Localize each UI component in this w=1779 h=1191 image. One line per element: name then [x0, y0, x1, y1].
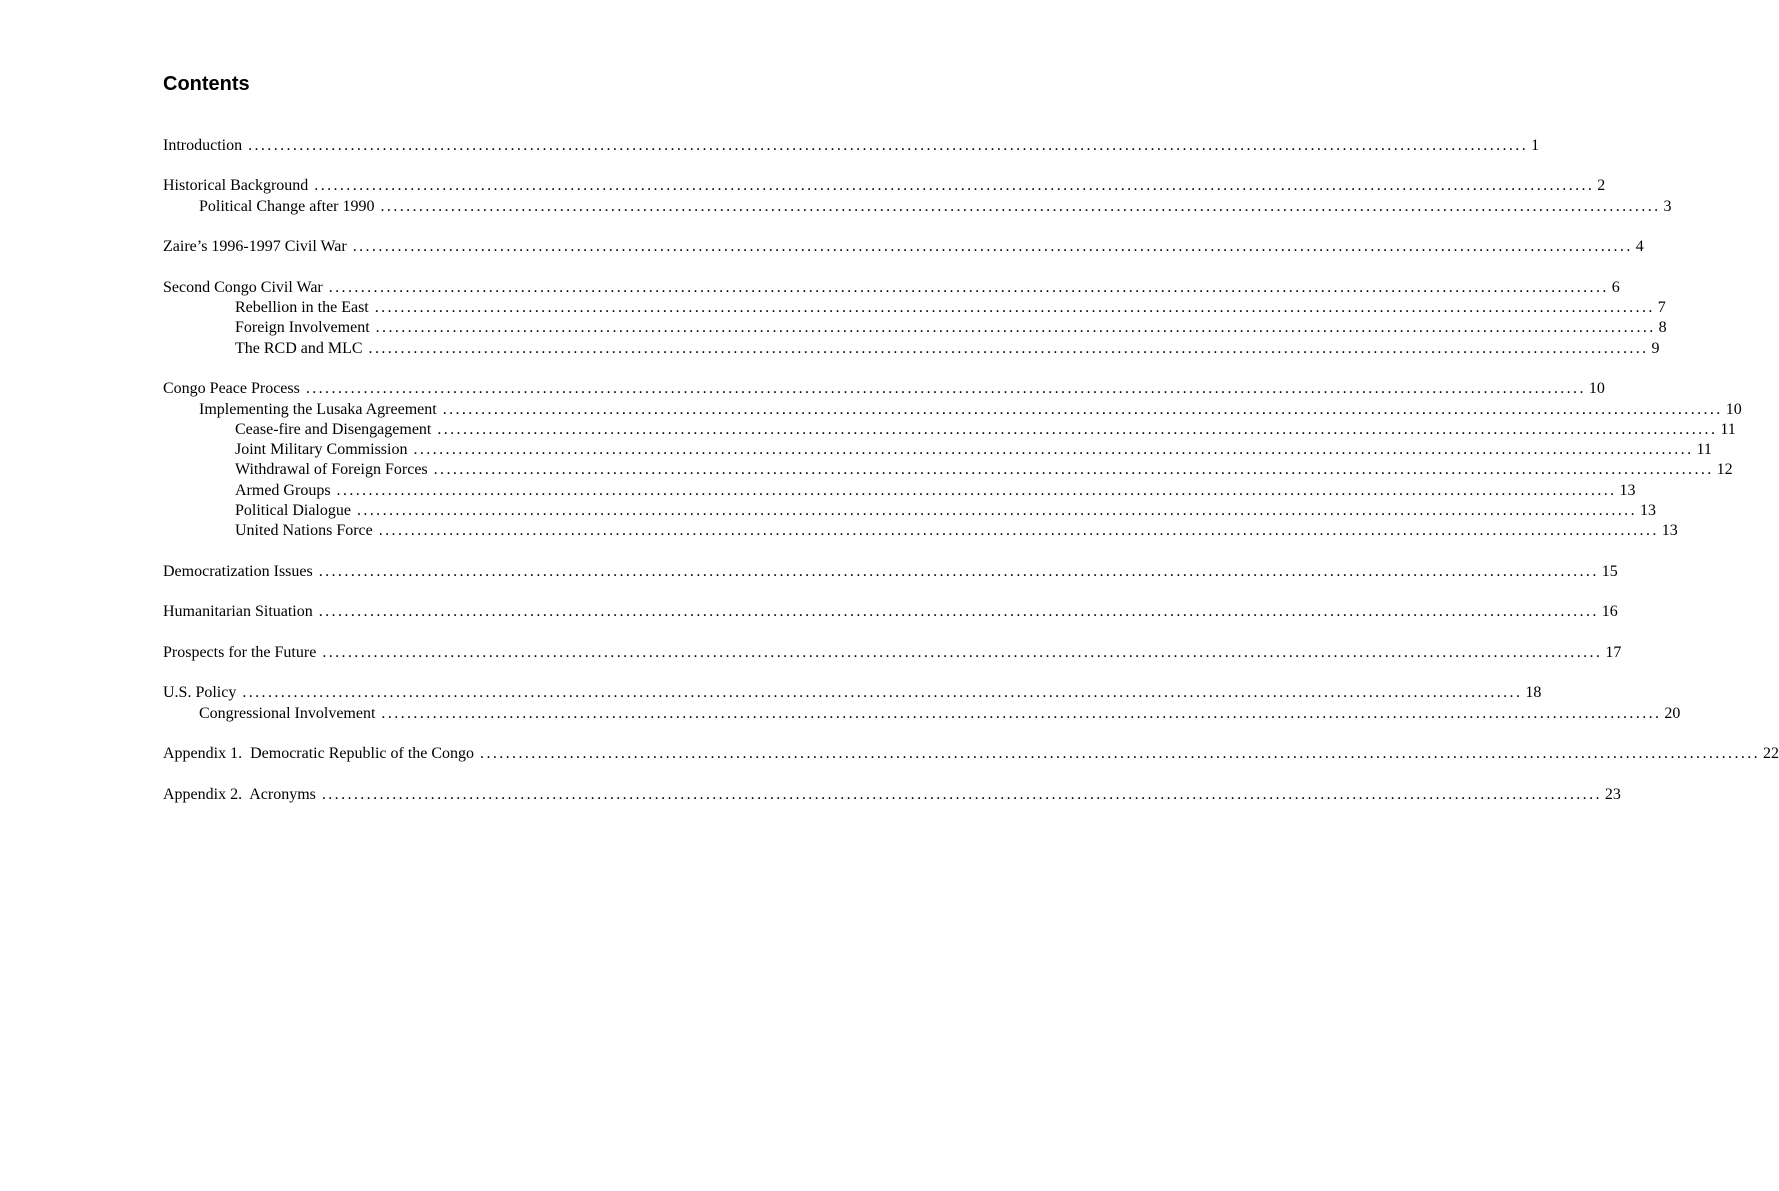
- dot-leader: ........................................................................................................................................................................................................: [318, 563, 1599, 580]
- toc-entry-page-number: 10: [1588, 380, 1605, 397]
- toc-entry-page-number: 13: [1661, 522, 1678, 539]
- toc-entry-label: Congo Peace Process: [163, 380, 300, 397]
- toc-entry-zaire-civil-war[interactable]: [163, 237, 1644, 257]
- dot-leader: ........................................................................................................................................................................................................: [242, 684, 1523, 701]
- toc-entry-political-change[interactable]: [199, 197, 1672, 217]
- toc-entry-label: Introduction: [163, 137, 243, 154]
- toc-entry-page-number: 12: [1716, 461, 1733, 478]
- toc-entry-implementing-lusaka[interactable]: [199, 400, 1742, 420]
- dot-leader: ........................................................................................................................................................................................................: [368, 340, 1649, 357]
- toc-entry-label: Humanitarian Situation: [163, 603, 313, 620]
- toc-entry-congressional-involvement[interactable]: [199, 704, 1681, 724]
- toc-entry-rcd-and-mlc[interactable]: [235, 339, 1660, 359]
- toc-entry-label: Political Change after 1990: [199, 198, 375, 215]
- toc-entry-page-number: 10: [1725, 401, 1742, 418]
- toc-entry-page-number: 11: [1720, 421, 1736, 438]
- toc-entry-label: Withdrawal of Foreign Forces: [235, 461, 428, 478]
- dot-leader: ........................................................................................................................................................................................................: [328, 279, 1609, 296]
- toc-entry-label: Foreign Involvement: [235, 319, 370, 336]
- dot-leader: ........................................................................................................................................................................................................: [380, 198, 1661, 215]
- toc-entry-label: Zaire’s 1996-1997 Civil War: [163, 238, 347, 255]
- dot-leader: ........................................................................................................................................................................................................: [378, 522, 1659, 539]
- dot-leader: ........................................................................................................................................................................................................: [336, 482, 1617, 499]
- toc-entry-democratization-issues[interactable]: [163, 562, 1618, 582]
- toc-entry-us-policy[interactable]: [163, 683, 1542, 703]
- toc-entry-page-number: 8: [1658, 319, 1667, 336]
- dot-leader: ........................................................................................................................................................................................................: [480, 745, 1761, 762]
- dot-leader: ........................................................................................................................................................................................................: [374, 299, 1655, 316]
- dot-leader: ........................................................................................................................................................................................................: [413, 441, 1694, 458]
- dot-leader: ........................................................................................................................................................................................................: [248, 137, 1529, 154]
- toc-entry-label: Implementing the Lusaka Agreement: [199, 401, 437, 418]
- toc-entry-foreign-involvement[interactable]: [235, 318, 1667, 338]
- toc-entry-rebellion-in-the-east[interactable]: [235, 298, 1666, 318]
- toc-entry-label: Armed Groups: [235, 482, 331, 499]
- toc-entry-cease-fire[interactable]: [235, 420, 1736, 440]
- toc-entry-label: Political Dialogue: [235, 502, 351, 519]
- toc-entry-political-dialogue[interactable]: [235, 501, 1656, 521]
- dot-leader: ........................................................................................................................................................................................................: [437, 421, 1718, 438]
- toc-entry-appendix-2[interactable]: [163, 785, 1621, 805]
- toc-entry-label: Congressional Involvement: [199, 705, 376, 722]
- dot-leader: ........................................................................................................................................................................................................: [305, 380, 1586, 397]
- toc-entry-page-number: 9: [1651, 340, 1660, 357]
- dot-leader: ........................................................................................................................................................................................................: [314, 177, 1595, 194]
- toc-entry-label: Appendix 1. Democratic Republic of the Congo: [163, 745, 475, 762]
- dot-leader: ........................................................................................................................................................................................................: [352, 238, 1633, 255]
- toc-entry-page-number: 1: [1531, 137, 1540, 154]
- toc-entry-page-number: 22: [1763, 745, 1779, 762]
- toc-entry-label: Rebellion in the East: [235, 299, 369, 316]
- toc-entry-appendix-1[interactable]: [163, 744, 1779, 764]
- toc-entry-page-number: 20: [1664, 705, 1681, 722]
- toc-entry-page-number: 17: [1605, 644, 1622, 661]
- toc-entry-united-nations-force[interactable]: [235, 521, 1678, 541]
- toc-entry-label: United Nations Force: [235, 522, 373, 539]
- toc-entry-page-number: 13: [1619, 482, 1636, 499]
- toc-entry-joint-military-commission[interactable]: [235, 440, 1712, 460]
- dot-leader: ........................................................................................................................................................................................................: [318, 603, 1599, 620]
- toc-entry-prospects-future[interactable]: [163, 643, 1622, 663]
- toc-entry-congo-peace-process[interactable]: [163, 379, 1605, 399]
- toc-entry-label: Cease-fire and Disengagement: [235, 421, 432, 438]
- dot-leader: ........................................................................................................................................................................................................: [375, 319, 1656, 336]
- toc-entry-armed-groups[interactable]: [235, 481, 1636, 501]
- toc-entry-label: Second Congo Civil War: [163, 279, 323, 296]
- dot-leader: ........................................................................................................................................................................................................: [321, 786, 1602, 803]
- toc-entry-label: Appendix 2. Acronyms: [163, 786, 316, 803]
- toc-entry-label: Joint Military Commission: [235, 441, 408, 458]
- toc-entry-humanitarian-situation[interactable]: [163, 602, 1618, 622]
- toc-entry-label: Prospects for the Future: [163, 644, 317, 661]
- dot-leader: ........................................................................................................................................................................................................: [322, 644, 1603, 661]
- toc-entry-withdrawal-foreign-forces[interactable]: [235, 460, 1733, 480]
- toc-entry-second-congo-civil-war[interactable]: [163, 278, 1620, 298]
- dot-leader: ........................................................................................................................................................................................................: [442, 401, 1723, 418]
- toc-entry-page-number: 16: [1601, 603, 1618, 620]
- toc-entry-page-number: 11: [1696, 441, 1712, 458]
- toc-entry-label: Historical Background: [163, 177, 309, 194]
- toc-entry-page-number: 13: [1639, 502, 1656, 519]
- toc-entry-introduction[interactable]: [163, 136, 1540, 156]
- dot-leader: ........................................................................................................................................................................................................: [433, 461, 1714, 478]
- toc-entry-label: Democratization Issues: [163, 563, 313, 580]
- toc-entry-historical-background[interactable]: [163, 176, 1606, 196]
- contents-title: Contents: [163, 73, 250, 95]
- toc-entry-label: U.S. Policy: [163, 684, 237, 701]
- toc-entry-page-number: 23: [1604, 786, 1621, 803]
- dot-leader: ........................................................................................................................................................................................................: [381, 705, 1662, 722]
- toc-entry-page-number: 7: [1657, 299, 1666, 316]
- toc-entry-page-number: 15: [1601, 563, 1618, 580]
- toc-entry-page-number: 4: [1635, 238, 1644, 255]
- toc-entry-label: The RCD and MLC: [235, 340, 363, 357]
- toc-entry-page-number: 6: [1611, 279, 1620, 296]
- toc-entry-page-number: 2: [1597, 177, 1606, 194]
- toc-entry-page-number: 3: [1663, 198, 1672, 215]
- toc-entry-page-number: 18: [1525, 684, 1542, 701]
- dot-leader: ........................................................................................................................................................................................................: [356, 502, 1637, 519]
